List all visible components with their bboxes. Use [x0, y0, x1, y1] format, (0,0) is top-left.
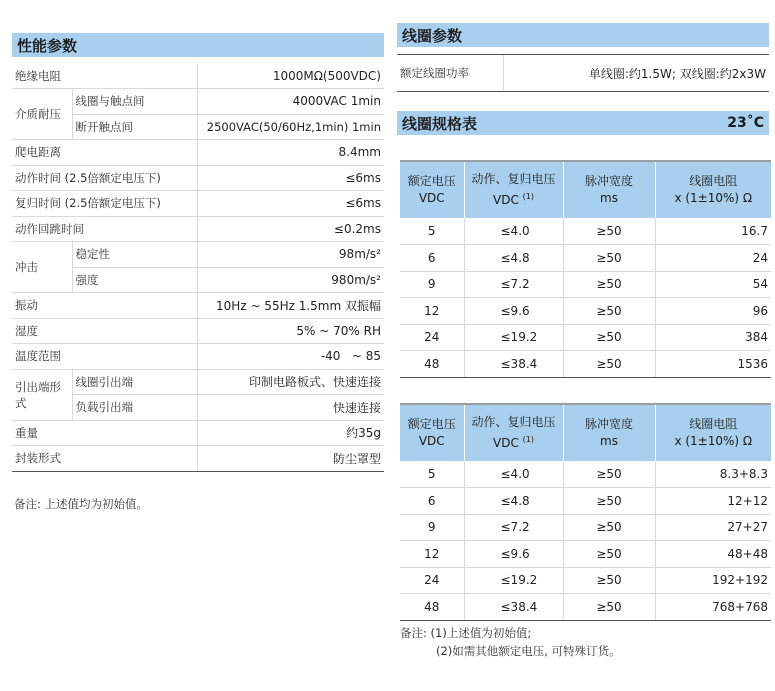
performance-note: 备注: 上述值均为初始值。 [14, 497, 149, 511]
col-header-voltage: 额定电压 VDC [400, 162, 464, 218]
cell-pulse-width: ≥50 [563, 461, 655, 488]
row-label: 振动 [12, 293, 197, 319]
row-value: 8.4mm [197, 140, 384, 166]
row-value: 印制电路板式、快速连接 [197, 369, 384, 395]
cell-voltage: 6 [400, 488, 464, 515]
row-label: 介质耐压 [12, 89, 72, 140]
row-label: 绝缘电阻 [12, 63, 197, 89]
row-label: 动作回跳时间 [12, 216, 197, 242]
cell-operate-voltage: ≤4.8 [464, 245, 563, 272]
table-row [12, 369, 384, 395]
note-line: (2)如需其他额定电压, 可特殊订货。 [436, 644, 621, 658]
cell-pulse-width: ≥50 [563, 245, 655, 272]
table-row [12, 140, 384, 166]
cell-operate-voltage: ≤4.0 [464, 461, 563, 488]
table-row [400, 541, 771, 568]
cell-operate-voltage: ≤4.8 [464, 488, 563, 515]
row-value: -40 ~ 85 [197, 344, 384, 370]
cell-voltage: 48 [400, 594, 464, 621]
coil-power-label: 额定线圈功率 [397, 55, 504, 91]
cell-operate-voltage: ≤38.4 [464, 594, 563, 621]
performance-header [12, 33, 384, 57]
cell-voltage: 6 [400, 245, 464, 272]
col-header-operate-voltage: 动作、复归电压 VDC $^{(1)}$ [464, 405, 563, 461]
cell-operate-voltage: ≤4.0 [464, 218, 563, 245]
cell-pulse-width: ≥50 [563, 541, 655, 568]
table-row [12, 191, 384, 217]
coil-params-title: 线圈参数 [402, 26, 463, 45]
cell-operate-voltage: ≤38.4 [464, 351, 563, 378]
table-header-row [400, 405, 771, 461]
row-label: 复归时间 (2.5倍额定电压下) [12, 191, 197, 217]
cell-coil-resistance: 24 [655, 245, 771, 272]
table-row [12, 165, 384, 191]
table-row [400, 488, 771, 515]
cell-operate-voltage: ≤9.6 [464, 298, 563, 325]
cell-pulse-width: ≥50 [563, 271, 655, 298]
coil-power-row [397, 54, 769, 92]
row-label: 爬电距离 [12, 140, 197, 166]
cell-voltage: 24 [400, 324, 464, 351]
cell-coil-resistance: 12+12 [655, 488, 771, 515]
cell-coil-resistance: 192+192 [655, 567, 771, 594]
cell-coil-resistance: 8.3+8.3 [655, 461, 771, 488]
cell-coil-resistance: 96 [655, 298, 771, 325]
table-row [12, 446, 384, 472]
cell-pulse-width: ≥50 [563, 488, 655, 515]
row-sublabel: 负载引出端 [72, 395, 197, 421]
cell-operate-voltage: ≤7.2 [464, 271, 563, 298]
table-row [400, 298, 771, 325]
coil-spec-table-single [400, 162, 771, 378]
cell-coil-resistance: 27+27 [655, 514, 771, 541]
coil-params-header [397, 23, 769, 47]
cell-voltage: 5 [400, 461, 464, 488]
row-label: 重量 [12, 420, 197, 446]
table-row [12, 318, 384, 344]
row-value: ≤6ms [197, 191, 384, 217]
cell-operate-voltage: ≤9.6 [464, 541, 563, 568]
cell-operate-voltage: ≤7.2 [464, 514, 563, 541]
col-header-coil-resistance: 线圈电阻 x (1±10%) Ω [655, 162, 771, 218]
row-sublabel: 线圈与触点间 [72, 89, 197, 115]
table-row [400, 218, 771, 245]
performance-title: 性能参数 [17, 36, 78, 55]
table-row [400, 594, 771, 621]
row-value: ≤6ms [197, 165, 384, 191]
col-header-pulse-width: 脉冲宽度 ms [563, 405, 655, 461]
cell-operate-voltage: ≤19.2 [464, 324, 563, 351]
row-sublabel: 断开触点间 [72, 114, 197, 140]
cell-voltage: 12 [400, 541, 464, 568]
table-row [12, 420, 384, 446]
cell-coil-resistance: 384 [655, 324, 771, 351]
cell-pulse-width: ≥50 [563, 218, 655, 245]
cell-voltage: 48 [400, 351, 464, 378]
cell-coil-resistance: 1536 [655, 351, 771, 378]
row-value: 5% ~ 70% RH [197, 318, 384, 344]
performance-table [12, 63, 384, 472]
col-header-coil-resistance: 线圈电阻 x (1±10%) Ω [655, 405, 771, 461]
row-value: 10Hz ~ 55Hz 1.5mm 双振幅 [197, 293, 384, 319]
note-line: 备注: (1)上述值为初始值; [400, 626, 532, 640]
row-label: 封装形式 [12, 446, 197, 472]
row-value: 快速连接 [197, 395, 384, 421]
table-row [400, 271, 771, 298]
row-value: 2500VAC(50/60Hz,1min) 1min [197, 114, 384, 140]
row-value: ≤0.2ms [197, 216, 384, 242]
temperature-label: 23˚C [727, 115, 764, 131]
row-label: 湿度 [12, 318, 197, 344]
col-header-operate-voltage: 动作、复归电压 VDC $^{(1)}$ [464, 162, 563, 218]
row-sublabel: 线圈引出端 [72, 369, 197, 395]
row-value: 1000MΩ(500VDC) [197, 63, 384, 89]
cell-voltage: 5 [400, 218, 464, 245]
coil-spec-title: 线圈规格表 [402, 114, 478, 133]
cell-pulse-width: ≥50 [563, 567, 655, 594]
cell-pulse-width: ≥50 [563, 514, 655, 541]
table-row [12, 344, 384, 370]
row-sublabel: 稳定性 [72, 242, 197, 268]
col-header-voltage: 额定电压 VDC [400, 405, 464, 461]
table-row [400, 245, 771, 272]
cell-pulse-width: ≥50 [563, 351, 655, 378]
row-label: 引出端形式 [12, 369, 72, 420]
row-value: 98m/s² [197, 242, 384, 268]
table-row [400, 567, 771, 594]
table-header-row [400, 162, 771, 218]
row-value: 防尘罩型 [197, 446, 384, 472]
table-body [400, 461, 771, 620]
table-row [12, 293, 384, 319]
table-row [12, 89, 384, 115]
cell-coil-resistance: 54 [655, 271, 771, 298]
coil-power-value: 单线圈:约1.5W; 双线圈:约2x3W [588, 66, 766, 81]
coil-spec-notes [400, 624, 621, 660]
cell-coil-resistance: 768+768 [655, 594, 771, 621]
cell-coil-resistance: 48+48 [655, 541, 771, 568]
table-row [400, 324, 771, 351]
row-label: 温度范围 [12, 344, 197, 370]
row-value: 980m/s² [197, 267, 384, 293]
coil-spec-header [397, 111, 769, 135]
table-row [12, 242, 384, 268]
cell-coil-resistance: 16.7 [655, 218, 771, 245]
cell-voltage: 12 [400, 298, 464, 325]
col-header-pulse-width: 脉冲宽度 ms [563, 162, 655, 218]
cell-pulse-width: ≥50 [563, 594, 655, 621]
cell-voltage: 9 [400, 271, 464, 298]
table-row [12, 216, 384, 242]
table-row [12, 63, 384, 89]
table-body [400, 218, 771, 377]
coil-spec-table-double [400, 405, 771, 621]
row-sublabel: 强度 [72, 267, 197, 293]
row-value: 约35g [197, 420, 384, 446]
cell-voltage: 9 [400, 514, 464, 541]
row-value: 4000VAC 1min [197, 89, 384, 115]
table-row [400, 514, 771, 541]
cell-voltage: 24 [400, 567, 464, 594]
cell-pulse-width: ≥50 [563, 298, 655, 325]
table-row [400, 351, 771, 378]
cell-pulse-width: ≥50 [563, 324, 655, 351]
cell-operate-voltage: ≤19.2 [464, 567, 563, 594]
table-row [400, 461, 771, 488]
row-label: 冲击 [12, 242, 72, 293]
row-label: 动作时间 (2.5倍额定电压下) [12, 165, 197, 191]
